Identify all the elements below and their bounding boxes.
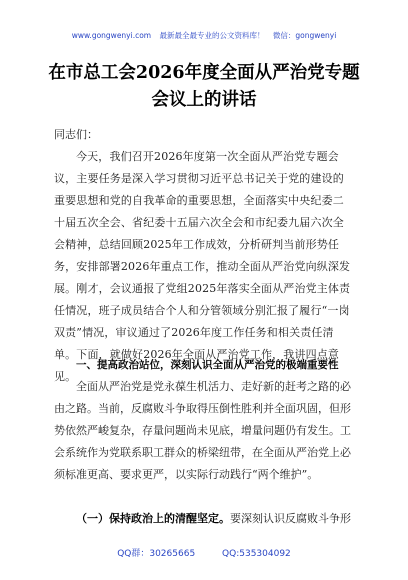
salutation: 同志们： [54, 128, 98, 141]
section-heading-1: 一、提高政治站位，深刻认识全面从严治党的极端重要性 [76, 359, 339, 371]
site-tagline: 最新最全最专业的公文资料库！ [159, 31, 265, 40]
page-footer [0, 546, 408, 559]
section-1-paragraph: 全面从严治党是党永葆生机活力、走好新的赶考之路的必由之路。当前，反腐败斗争取得压倒性胜利并全面巩固，但形势依然严峻复杂，存量问题尚未见底，增量问题仍有发生。工会系统作为党联系职工群众的桥梁纽带，在全面从严治党上必须标准更高、要求更严，以实际行动践行“两个维护”。 [54, 380, 351, 481]
page-header [0, 30, 408, 41]
site-url[interactable]: www.gongwenyi.com [71, 31, 152, 40]
title-line-2: 会议上的讲话 [151, 90, 257, 110]
qq-group: QQ群：30265665 [117, 549, 196, 559]
subsection-1 [54, 508, 364, 530]
document-title [40, 60, 368, 114]
subsection-1-heading: （一）保持政治上的清醒坚定。 [76, 512, 230, 525]
qq-number: QQ:535304092 [222, 549, 291, 559]
opening-paragraph: 今天，我们召开2026年度第一次全面从严治党专题会议，主要任务是深入学习贯彻习近平总书记关于党的建设的重要思想和党的自我革命的重要思想，全面落实中央纪委二十届五次全会、省纪委十五届六次全会和市纪委九届六次全会精神，总结回顾2025年工作成效，分析研判当前形势任务，安排部署2026年重点工作，推动全面从严治党向纵深发展。刚才，会议通报了党组2025年落实全面从严治党主体责任情况，班子成员结合个人和分管领域分别汇报了履行“一岗双责”情况，审议通过了2026年度工作任务和相关责任清单。下面，就做好2026年全面从严治党工作，我讲四点意见。 [54, 150, 351, 383]
subsection-1-text: 要深刻认识反腐败斗争形 [230, 512, 351, 525]
wechat-id: 微信：gongwenyi [272, 31, 337, 40]
title-line-1: 在市总工会2026年度全面从严治党专题 [48, 63, 360, 83]
